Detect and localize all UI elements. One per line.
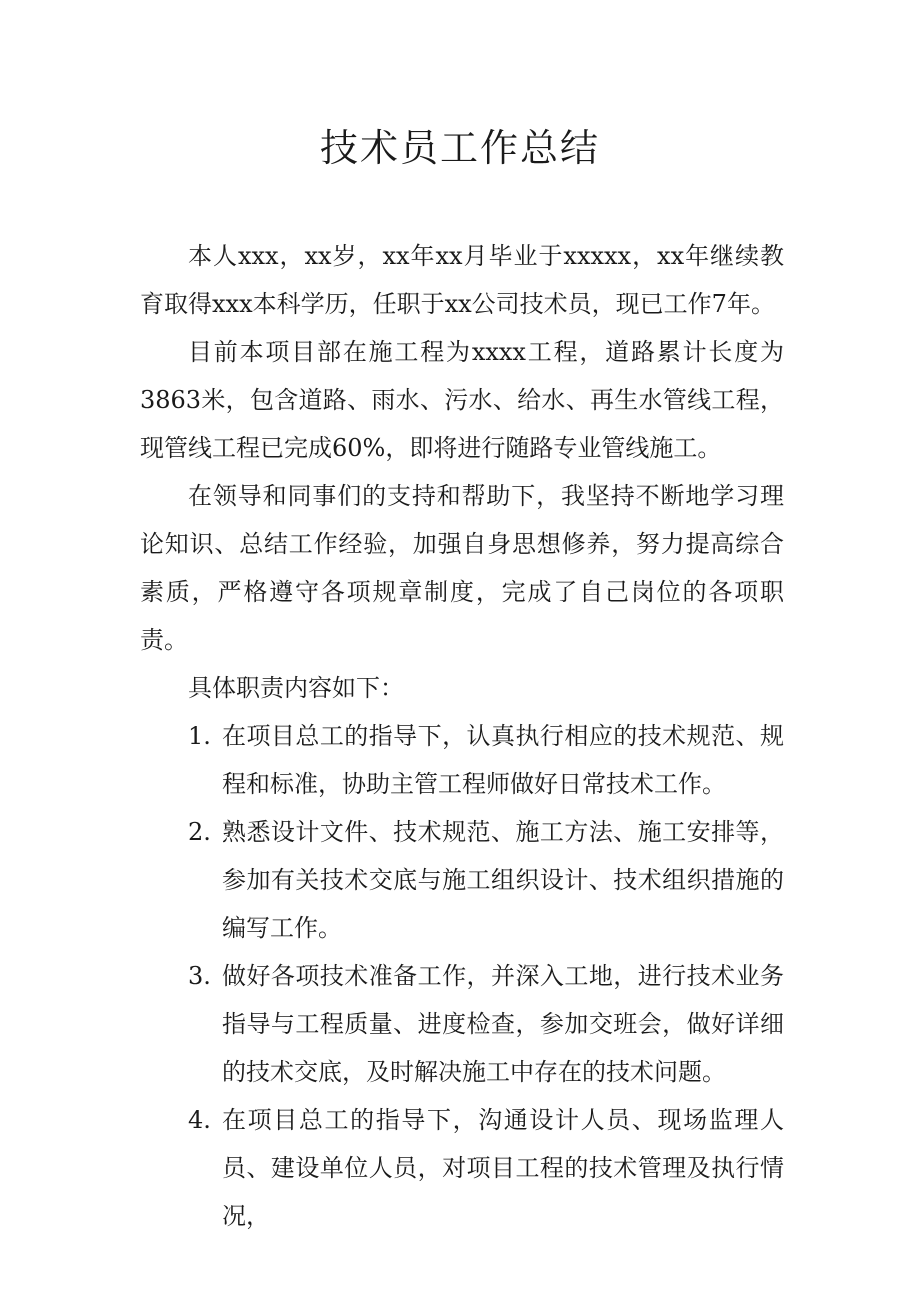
list-item-number: 3. — [188, 962, 211, 990]
document-body — [140, 232, 784, 1240]
list-item-text: 熟悉设计文件、技术规范、施工方法、施工安排等，参加有关技术交底与施工组织设计、技术组织措施的编写工作。 — [222, 818, 784, 942]
list-item — [140, 1096, 784, 1240]
list-item — [140, 712, 784, 808]
list-item-number: 4. — [188, 1106, 211, 1134]
list-item — [140, 808, 784, 952]
paragraph-duties-heading: 具体职责内容如下： — [188, 674, 404, 702]
list-item — [140, 952, 784, 1096]
paragraph-project: 目前本项目部在施工程为xxxx工程，道路累计长度为3863米，包含道路、雨水、污水、给水、再生水管线工程，现管线工程已完成60%，即将进行随路专业管线施工。 — [140, 338, 784, 462]
paragraph-growth: 在领导和同事们的支持和帮助下，我坚持不断地学习理论知识、总结工作经验，加强自身思想修养，努力提高综合素质，严格遵守各项规章制度，完成了自己岗位的各项职责。 — [140, 482, 784, 654]
list-item-number: 1. — [188, 722, 211, 750]
list-item-text: 在项目总工的指导下，认真执行相应的技术规范、规程和标准，协助主管工程师做好日常技术工作。 — [222, 722, 784, 798]
list-item-text: 在项目总工的指导下，沟通设计人员、现场监理人员、建设单位人员，对项目工程的技术管理及执行情况， — [222, 1106, 784, 1230]
list-item-text: 做好各项技术准备工作，并深入工地，进行技术业务指导与工程质量、进度检查，参加交班会，做好详细的技术交底，及时解决施工中存在的技术问题。 — [222, 962, 784, 1086]
document-title: 技术员工作总结 — [319, 126, 600, 170]
paragraph-intro: 本人xxx，xx岁，xx年xx月毕业于xxxxx，xx年继续教育取得xxx本科学历，任职于xx公司技术员，现已工作7年。 — [140, 242, 784, 318]
list-item-number: 2. — [188, 818, 211, 846]
duties-list — [140, 712, 784, 1240]
